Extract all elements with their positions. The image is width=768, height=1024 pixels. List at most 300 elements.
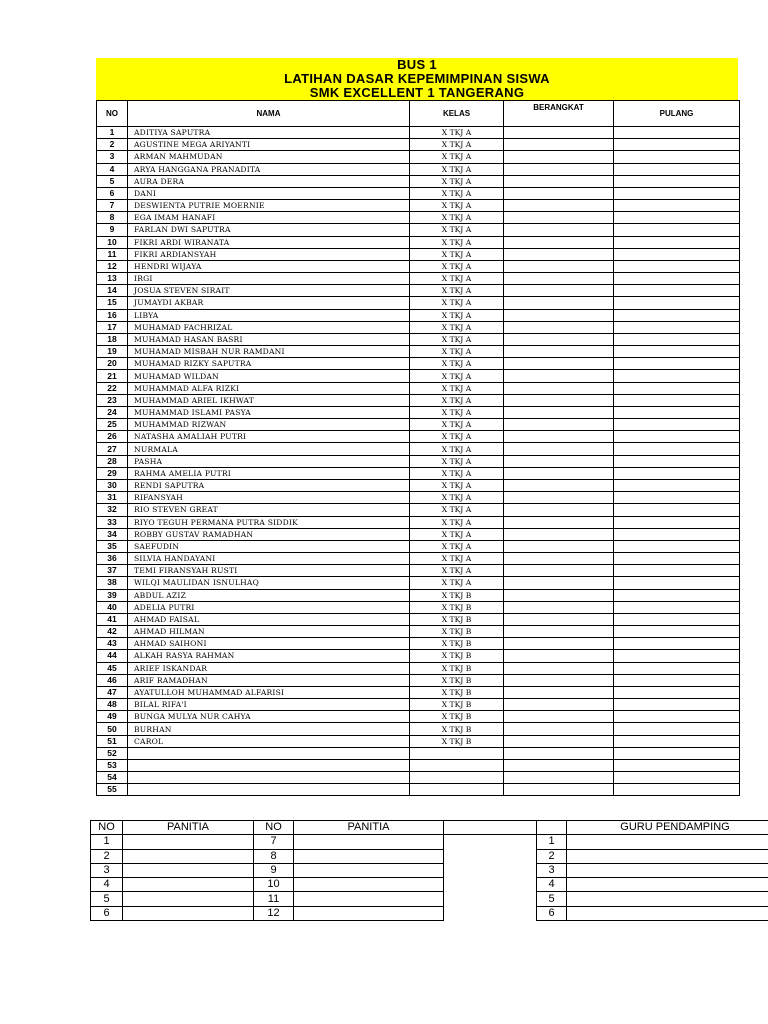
row-berangkat: [504, 382, 614, 394]
row-berangkat: [504, 151, 614, 163]
row-nama: BILAL RIFA'I: [128, 699, 410, 711]
row-no: 50: [97, 723, 128, 735]
row-no: 37: [97, 565, 128, 577]
row-nama: ARIF RAMADHAN: [128, 674, 410, 686]
row-pulang: [614, 784, 740, 796]
staff-panitia-2: [294, 863, 444, 877]
row-nama: JOSUA STEVEN SIRAIT: [128, 285, 410, 297]
table-row: [97, 431, 740, 443]
row-nama: ARYA HANGGANA PRANADITA: [128, 163, 410, 175]
row-pulang: [614, 735, 740, 747]
row-berangkat: [504, 212, 614, 224]
row-pulang: [614, 516, 740, 528]
row-no: 26: [97, 431, 128, 443]
staff-no-2: 12: [254, 906, 294, 920]
row-pulang: [614, 601, 740, 613]
row-pulang: [614, 321, 740, 333]
row-nama: MUHAMAD RIZKY SAPUTRA: [128, 358, 410, 370]
row-kelas: X TKJ A: [410, 175, 504, 187]
row-berangkat: [504, 127, 614, 139]
row-no: 1: [97, 127, 128, 139]
row-pulang: [614, 297, 740, 309]
row-kelas: X TKJ A: [410, 346, 504, 358]
row-nama: ADITIYA SAPUTRA: [128, 127, 410, 139]
row-kelas: X TKJ A: [410, 127, 504, 139]
row-berangkat: [504, 455, 614, 467]
table-row: [97, 674, 740, 686]
row-kelas: X TKJ A: [410, 540, 504, 552]
row-kelas: X TKJ A: [410, 285, 504, 297]
row-no: 43: [97, 638, 128, 650]
table-row: [97, 151, 740, 163]
row-no: 42: [97, 626, 128, 638]
table-row: [91, 878, 768, 892]
row-no: 5: [97, 175, 128, 187]
title-school: SMK EXCELLENT 1 TANGERANG: [309, 85, 525, 100]
table-row: [97, 455, 740, 467]
row-no: 45: [97, 662, 128, 674]
row-nama: [128, 772, 410, 784]
row-nama: MUHAMMAD RIZWAN: [128, 419, 410, 431]
staff-gap-column: [444, 821, 537, 835]
row-no: 52: [97, 747, 128, 759]
row-nama: WILQI MAULIDAN ISNULHAQ: [128, 577, 410, 589]
row-pulang: [614, 248, 740, 260]
table-row: [97, 370, 740, 382]
row-kelas: X TKJ B: [410, 662, 504, 674]
row-berangkat: [504, 565, 614, 577]
row-pulang: [614, 260, 740, 272]
staff-guru-pendamping: [567, 835, 768, 849]
row-pulang: [614, 504, 740, 516]
row-pulang: [614, 382, 740, 394]
row-no: 27: [97, 443, 128, 455]
row-no: 18: [97, 333, 128, 345]
table-row: [97, 747, 740, 759]
row-pulang: [614, 565, 740, 577]
row-berangkat: [504, 516, 614, 528]
row-berangkat: [504, 224, 614, 236]
table-row: [97, 577, 740, 589]
row-no: 44: [97, 650, 128, 662]
row-no: 35: [97, 540, 128, 552]
row-berangkat: [504, 333, 614, 345]
staff-no-2: 11: [254, 892, 294, 906]
row-no: 29: [97, 467, 128, 479]
table-row: [97, 297, 740, 309]
table-row: [97, 711, 740, 723]
row-kelas: X TKJ B: [410, 613, 504, 625]
row-nama: SILVIA HANDAYANI: [128, 553, 410, 565]
row-nama: EGA IMAM HANAFI: [128, 212, 410, 224]
row-kelas: X TKJ A: [410, 139, 504, 151]
staff-gap-cell: [444, 835, 537, 849]
row-nama: AHMAD FAISAL: [128, 613, 410, 625]
row-nama: SAEFUDIN: [128, 540, 410, 552]
table-row: [97, 784, 740, 796]
table-row: [91, 849, 768, 863]
row-no: 36: [97, 553, 128, 565]
row-nama: IRGI: [128, 273, 410, 285]
row-pulang: [614, 747, 740, 759]
row-berangkat: [504, 553, 614, 565]
row-no: 3: [97, 151, 128, 163]
row-nama: [128, 759, 410, 771]
row-pulang: [614, 370, 740, 382]
row-kelas: X TKJ A: [410, 504, 504, 516]
staff-panitia-1: [123, 906, 254, 920]
staff-no-3: 3: [537, 863, 567, 877]
row-kelas: X TKJ B: [410, 638, 504, 650]
row-kelas: X TKJ A: [410, 528, 504, 540]
row-kelas: X TKJ B: [410, 674, 504, 686]
row-nama: [128, 747, 410, 759]
row-no: 51: [97, 735, 128, 747]
row-pulang: [614, 139, 740, 151]
row-nama: MUHAMAD FACHRIZAL: [128, 321, 410, 333]
table-row: [97, 346, 740, 358]
row-berangkat: [504, 297, 614, 309]
row-nama: ROBBY GUSTAV RAMADHAN: [128, 528, 410, 540]
staff-no-2: 9: [254, 863, 294, 877]
row-nama: MUHAMAD HASAN BASRI: [128, 333, 410, 345]
row-berangkat: [504, 321, 614, 333]
row-no: 38: [97, 577, 128, 589]
row-nama: ARMAN MAHMUDAN: [128, 151, 410, 163]
row-berangkat: [504, 747, 614, 759]
title-bus: BUS 1: [397, 57, 437, 72]
table-row: [97, 333, 740, 345]
row-nama: BURHAN: [128, 723, 410, 735]
staff-header-panitia-2: PANITIA: [294, 821, 444, 835]
staff-table: [90, 820, 768, 921]
staff-no-3: 2: [537, 849, 567, 863]
row-no: 7: [97, 200, 128, 212]
row-berangkat: [504, 577, 614, 589]
header-nama: NAMA: [128, 101, 410, 127]
row-nama: PASHA: [128, 455, 410, 467]
row-no: 6: [97, 187, 128, 199]
row-nama: RIYO TEGUH PERMANA PUTRA SIDDIK: [128, 516, 410, 528]
row-kelas: [410, 772, 504, 784]
row-no: 55: [97, 784, 128, 796]
row-pulang: [614, 309, 740, 321]
row-berangkat: [504, 200, 614, 212]
staff-panitia-1: [123, 863, 254, 877]
row-no: 19: [97, 346, 128, 358]
row-nama: AGUSTINE MEGA ARIYANTI: [128, 139, 410, 151]
row-berangkat: [504, 674, 614, 686]
row-berangkat: [504, 346, 614, 358]
row-no: 16: [97, 309, 128, 321]
row-kelas: X TKJ A: [410, 577, 504, 589]
row-berangkat: [504, 735, 614, 747]
staff-guru-pendamping: [567, 863, 768, 877]
row-berangkat: [504, 419, 614, 431]
staff-panitia-2: [294, 849, 444, 863]
staff-panitia-2: [294, 835, 444, 849]
row-no: 54: [97, 772, 128, 784]
table-row: [97, 224, 740, 236]
row-pulang: [614, 540, 740, 552]
staff-no-2: 7: [254, 835, 294, 849]
row-pulang: [614, 273, 740, 285]
row-nama: LIBYA: [128, 309, 410, 321]
table-row: [97, 200, 740, 212]
row-berangkat: [504, 711, 614, 723]
row-nama: FARLAN DWI SAPUTRA: [128, 224, 410, 236]
row-berangkat: [504, 248, 614, 260]
row-pulang: [614, 589, 740, 601]
staff-no-3: 4: [537, 878, 567, 892]
row-nama: [128, 784, 410, 796]
row-no: 33: [97, 516, 128, 528]
row-nama: BUNGA MULYA NUR CAHYA: [128, 711, 410, 723]
row-kelas: X TKJ A: [410, 382, 504, 394]
table-row: [97, 321, 740, 333]
row-pulang: [614, 711, 740, 723]
row-nama: ARIEF ISKANDAR: [128, 662, 410, 674]
table-row: [97, 699, 740, 711]
row-pulang: [614, 285, 740, 297]
row-no: 22: [97, 382, 128, 394]
row-kelas: X TKJ A: [410, 553, 504, 565]
row-pulang: [614, 419, 740, 431]
table-row: [97, 467, 740, 479]
row-kelas: X TKJ A: [410, 419, 504, 431]
table-row: [97, 759, 740, 771]
table-row: [97, 662, 740, 674]
row-pulang: [614, 406, 740, 418]
table-row: [97, 419, 740, 431]
table-row: [97, 626, 740, 638]
table-row: [97, 565, 740, 577]
row-pulang: [614, 553, 740, 565]
staff-panitia-1: [123, 892, 254, 906]
row-nama: DESWIENTA PUTRIE MOERNIE: [128, 200, 410, 212]
row-kelas: X TKJ A: [410, 236, 504, 248]
row-no: 2: [97, 139, 128, 151]
header-berangkat: BERANGKAT: [504, 101, 614, 127]
row-berangkat: [504, 784, 614, 796]
staff-no-2: 8: [254, 849, 294, 863]
row-nama: MUHAMMAD ISLAMI PASYA: [128, 406, 410, 418]
row-pulang: [614, 467, 740, 479]
row-kelas: X TKJ A: [410, 455, 504, 467]
row-kelas: X TKJ A: [410, 309, 504, 321]
table-row: [97, 163, 740, 175]
row-pulang: [614, 358, 740, 370]
row-kelas: X TKJ A: [410, 394, 504, 406]
row-pulang: [614, 431, 740, 443]
row-no: 30: [97, 479, 128, 491]
row-berangkat: [504, 431, 614, 443]
table-row: [97, 528, 740, 540]
row-kelas: X TKJ A: [410, 151, 504, 163]
table-row: [97, 236, 740, 248]
row-kelas: X TKJ B: [410, 686, 504, 698]
row-pulang: [614, 759, 740, 771]
staff-no-1: 2: [91, 849, 123, 863]
staff-no-1: 3: [91, 863, 123, 877]
row-pulang: [614, 346, 740, 358]
row-nama: AHMAD HILMAN: [128, 626, 410, 638]
staff-header-no-1: NO: [91, 821, 123, 835]
row-nama: RENDI SAPUTRA: [128, 479, 410, 491]
row-kelas: X TKJ A: [410, 406, 504, 418]
title-event: LATIHAN DASAR KEPEMIMPINAN SISWA: [284, 71, 550, 86]
staff-panitia-1: [123, 835, 254, 849]
staff-gap-cell: [444, 906, 537, 920]
table-row: [97, 492, 740, 504]
row-berangkat: [504, 626, 614, 638]
row-pulang: [614, 686, 740, 698]
row-kelas: [410, 784, 504, 796]
table-row: [97, 285, 740, 297]
row-no: 23: [97, 394, 128, 406]
row-berangkat: [504, 723, 614, 735]
row-nama: HENDRI WIJAYA: [128, 260, 410, 272]
table-row: [97, 309, 740, 321]
staff-no-3: 6: [537, 906, 567, 920]
row-pulang: [614, 723, 740, 735]
row-berangkat: [504, 650, 614, 662]
table-row: [97, 394, 740, 406]
row-no: 46: [97, 674, 128, 686]
table-row: [97, 358, 740, 370]
table-row: [97, 540, 740, 552]
staff-no-1: 1: [91, 835, 123, 849]
row-pulang: [614, 333, 740, 345]
row-kelas: X TKJ B: [410, 723, 504, 735]
row-kelas: X TKJ A: [410, 492, 504, 504]
table-row: [97, 601, 740, 613]
staff-no-1: 6: [91, 906, 123, 920]
student-table-header: [97, 101, 740, 127]
row-kelas: X TKJ A: [410, 212, 504, 224]
staff-guru-pendamping: [567, 878, 768, 892]
row-pulang: [614, 175, 740, 187]
staff-gap-cell: [444, 892, 537, 906]
header-kelas: KELAS: [410, 101, 504, 127]
row-kelas: X TKJ A: [410, 467, 504, 479]
staff-panitia-1: [123, 849, 254, 863]
table-row: [91, 835, 768, 849]
row-berangkat: [504, 528, 614, 540]
row-berangkat: [504, 759, 614, 771]
table-row: [91, 906, 768, 920]
row-nama: MUHAMAD MISBAH NUR RAMDANI: [128, 346, 410, 358]
table-row: [97, 382, 740, 394]
row-kelas: X TKJ A: [410, 321, 504, 333]
row-nama: FIKRI ARDIANSYAH: [128, 248, 410, 260]
row-nama: NURMALA: [128, 443, 410, 455]
row-nama: RAHMA AMELIA PUTRI: [128, 467, 410, 479]
table-row: [91, 863, 768, 877]
row-pulang: [614, 674, 740, 686]
row-berangkat: [504, 467, 614, 479]
row-kelas: X TKJ A: [410, 273, 504, 285]
staff-no-3: 1: [537, 835, 567, 849]
row-no: 40: [97, 601, 128, 613]
row-kelas: [410, 747, 504, 759]
row-kelas: X TKJ A: [410, 516, 504, 528]
staff-panitia-2: [294, 906, 444, 920]
row-no: 12: [97, 260, 128, 272]
row-pulang: [614, 577, 740, 589]
row-pulang: [614, 127, 740, 139]
row-kelas: X TKJ A: [410, 163, 504, 175]
row-no: 47: [97, 686, 128, 698]
row-kelas: X TKJ A: [410, 565, 504, 577]
row-pulang: [614, 151, 740, 163]
row-no: 4: [97, 163, 128, 175]
row-kelas: X TKJ A: [410, 297, 504, 309]
row-no: 28: [97, 455, 128, 467]
row-nama: AYATULLOH MUHAMMAD ALFARISI: [128, 686, 410, 698]
staff-gap-cell: [444, 863, 537, 877]
table-row: [97, 589, 740, 601]
table-row: [97, 212, 740, 224]
row-berangkat: [504, 406, 614, 418]
row-nama: MUHAMMAD ALFA RIZKI: [128, 382, 410, 394]
row-no: 20: [97, 358, 128, 370]
row-no: 10: [97, 236, 128, 248]
table-row: [97, 273, 740, 285]
staff-panitia-2: [294, 878, 444, 892]
staff-no-2: 10: [254, 878, 294, 892]
row-no: 24: [97, 406, 128, 418]
row-nama: JUMAYDI AKBAR: [128, 297, 410, 309]
row-pulang: [614, 492, 740, 504]
row-berangkat: [504, 139, 614, 151]
row-no: 32: [97, 504, 128, 516]
row-nama: ADELIA PUTRI: [128, 601, 410, 613]
row-no: 53: [97, 759, 128, 771]
row-nama: ABDUL AZIZ: [128, 589, 410, 601]
row-kelas: X TKJ A: [410, 333, 504, 345]
row-kelas: X TKJ B: [410, 711, 504, 723]
row-kelas: X TKJ B: [410, 650, 504, 662]
row-pulang: [614, 626, 740, 638]
staff-header-panitia-1: PANITIA: [123, 821, 254, 835]
table-row: [97, 139, 740, 151]
row-berangkat: [504, 394, 614, 406]
row-berangkat: [504, 601, 614, 613]
staff-no-1: 5: [91, 892, 123, 906]
row-no: 9: [97, 224, 128, 236]
staff-header-no-3: [537, 821, 567, 835]
row-berangkat: [504, 492, 614, 504]
row-pulang: [614, 212, 740, 224]
row-berangkat: [504, 504, 614, 516]
row-berangkat: [504, 163, 614, 175]
row-berangkat: [504, 236, 614, 248]
row-nama: RIO STEVEN GREAT: [128, 504, 410, 516]
table-row: [97, 175, 740, 187]
staff-panitia-2: [294, 892, 444, 906]
row-no: 49: [97, 711, 128, 723]
row-pulang: [614, 187, 740, 199]
row-berangkat: [504, 187, 614, 199]
row-berangkat: [504, 309, 614, 321]
row-berangkat: [504, 589, 614, 601]
staff-header-no-2: NO: [254, 821, 294, 835]
table-row: [97, 553, 740, 565]
row-no: 34: [97, 528, 128, 540]
row-kelas: X TKJ A: [410, 479, 504, 491]
staff-guru-pendamping: [567, 849, 768, 863]
